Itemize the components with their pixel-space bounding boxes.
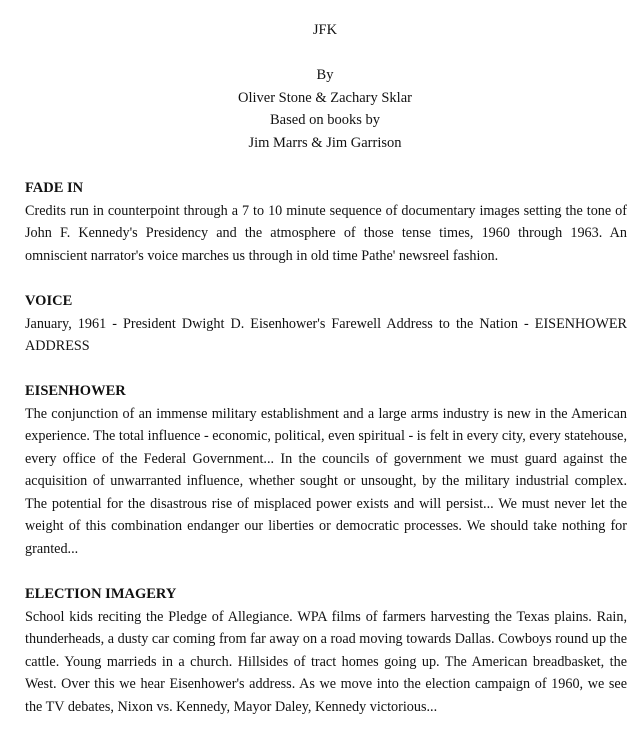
section-eisenhower [25,380,627,561]
byline [0,64,640,154]
byline-by: By [316,67,334,83]
section-heading: ELECTION IMAGERY [25,586,177,602]
section-heading: VOICE [25,293,73,309]
section-heading: FADE IN [25,180,84,196]
section-text: The conjunction of an immense military establishment and a large arms industry is new in the American experience. The total influence - economic, political, even spiritual - is felt in every city, every statehouse, every office of the Federal Government... In the councils of government we must guard against the acquisition of unwarranted influence, whether sought or unsought, by the military industrial complex. The potential for the disastrous rise of misplaced power exists and will persist... We must never let the weight of this combination endanger our liberties or democratic processes. We should take nothing for granted... [25,405,627,558]
byline-authors: Oliver Stone & Zachary Sklar [238,89,412,106]
section-election-imagery [25,583,627,718]
section-text: Credits run in counterpoint through a 7 to 10 minute sequence of documentary images setting the tone of John F. Kennedy's Presidency and the atmosphere of those tense times, 1960 through 1963. An omniscient narrator's voice marches us through in old time Pathe' newsreel fashion. [25,202,627,264]
section-text: January, 1961 - President Dwight D. Eisenhower's Farewell Address to the Nation - EISENHOWER ADDRESS [25,315,627,355]
section-voice [25,290,627,358]
section-text: School kids reciting the Pledge of Allegiance. WPA films of farmers harvesting the Texas plains. Rain, thunderheads, a dusty car coming from far away on a road moving towards Dallas. Cowboys round up the cattle. Young marrieds in a church. Hillsides of tract homes going up. The American breadbasket, the West. Over this we hear Eisenhower's address. As we move into the election campaign of 1960, we see the TV debates, Nixon vs. Kennedy, Mayor Daley, Kennedy victorious... [25,608,627,715]
section-heading: EISENHOWER [25,383,126,399]
byline-based-on: Based on books by [270,112,380,128]
section-fade-in [25,177,627,267]
document-title: JFK [312,22,338,38]
byline-source-authors: Jim Marrs & Jim Garrison [248,134,402,151]
